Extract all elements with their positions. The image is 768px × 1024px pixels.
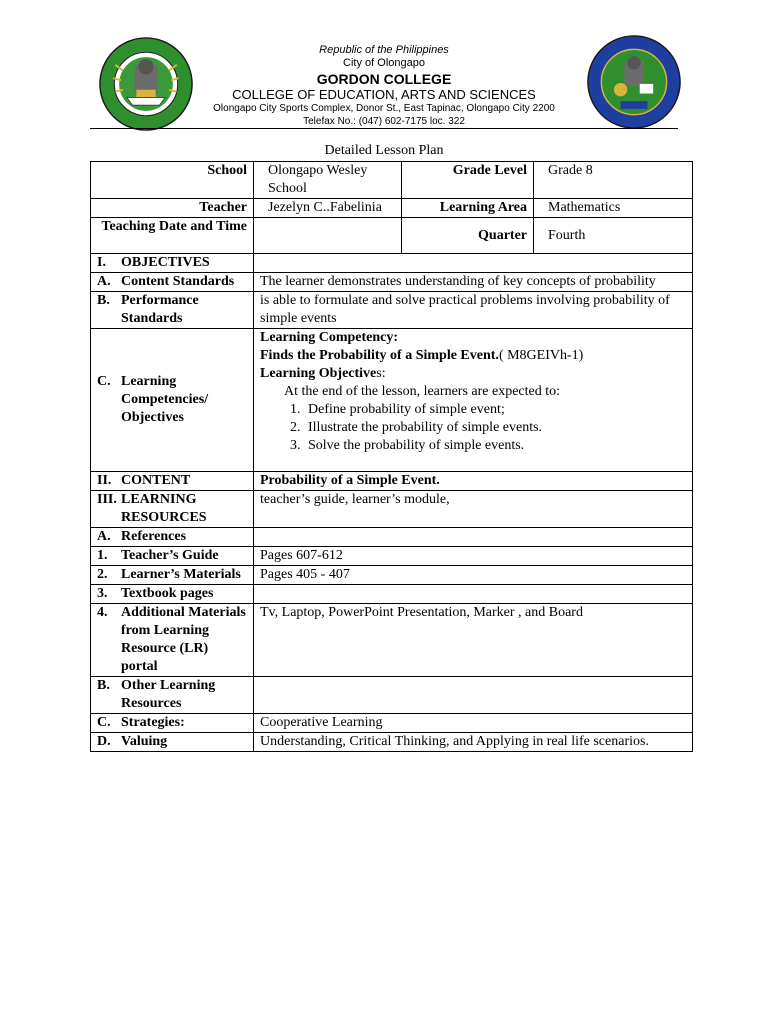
learners-materials-label: Learner’s Materials <box>121 567 241 582</box>
strategies-label: Strategies: <box>121 715 185 730</box>
references-value <box>254 528 693 547</box>
objectives-intro: At the end of the lesson, learners are expected to: <box>284 384 561 399</box>
teacher-value: Jezelyn C..Fabelinia <box>254 199 402 218</box>
additional-value: Tv, Laptop, PowerPoint Presentation, Marker , and Board <box>254 604 693 677</box>
valuing-label: Valuing <box>121 734 168 749</box>
learning-resources-label: LEARNING RESOURCES <box>121 492 207 525</box>
teaching-date-label: Teaching Date and Time <box>91 218 254 254</box>
ceas-seal-icon <box>586 34 682 130</box>
strategies-num: C. <box>97 715 111 730</box>
gordon-college-seal-icon <box>98 36 194 132</box>
strategies-value: Cooperative Learning <box>254 714 693 733</box>
valuing-num: D. <box>97 734 111 749</box>
department-name: COLLEGE OF EDUCATION, ARTS AND SCIENCES <box>232 87 536 102</box>
references-label: References <box>121 529 187 544</box>
learning-area-value: Mathematics <box>534 199 693 218</box>
other-resources-row <box>91 677 693 714</box>
teaching-date-value <box>254 218 402 254</box>
additional-materials-row <box>91 604 693 677</box>
learning-resources-value: teacher’s guide, learner’s module, <box>254 491 693 528</box>
textbook-row <box>91 585 693 604</box>
teachers-guide-label: Teacher’s Guide <box>121 548 219 563</box>
header-divider <box>90 128 678 129</box>
objectives-num: I. <box>97 255 106 270</box>
competencies-row <box>91 329 693 472</box>
competency-heading: Learning Competency: <box>260 330 399 345</box>
content-value: Probability of a Simple Event. <box>254 472 693 491</box>
competencies-label: Learning Competencies/ Objectives <box>121 374 209 425</box>
college-name: GORDON COLLEGE <box>316 71 452 87</box>
grade-level-label: Grade Level <box>402 162 534 199</box>
date-row <box>91 218 693 254</box>
additional-label: Additional Materials from Learning Resource (LR) portal <box>121 605 246 674</box>
content-standards-row <box>91 273 693 292</box>
competencies-num: C. <box>97 374 111 389</box>
textbook-value <box>254 585 693 604</box>
learners-materials-num: 2. <box>97 567 108 582</box>
competencies-value <box>254 329 693 472</box>
quarter-value: Fourth <box>534 218 693 254</box>
valuing-value: Understanding, Critical Thinking, and Applying in real life scenarios. <box>254 733 693 752</box>
content-label: CONTENT <box>121 473 191 488</box>
address-line: Olongapo City Sports Complex, Donor St., East Tapinac, Olongapo City 2200 <box>213 103 555 114</box>
content-row <box>91 472 693 491</box>
additional-num: 4. <box>97 605 108 620</box>
teachers-guide-num: 1. <box>97 548 108 563</box>
quarter-label: Quarter <box>402 218 534 254</box>
grade-level-value: Grade 8 <box>534 162 693 199</box>
competency-code: ( M8GEIVh-1) <box>498 348 584 363</box>
other-resources-value <box>254 677 693 714</box>
references-num: A. <box>97 529 111 544</box>
teacher-label: Teacher <box>91 199 254 218</box>
valuing-row <box>91 733 693 752</box>
teacher-row <box>91 199 693 218</box>
teachers-guide-row <box>91 547 693 566</box>
learning-area-label: Learning Area <box>402 199 534 218</box>
teachers-guide-value: Pages 607-612 <box>254 547 693 566</box>
objectives-label: OBJECTIVES <box>121 255 210 270</box>
learners-materials-row <box>91 566 693 585</box>
performance-standards-label: Performance Standards <box>121 293 199 326</box>
objectives-heading: Learning Objective <box>260 366 377 381</box>
school-label: School <box>91 162 254 199</box>
references-row <box>91 528 693 547</box>
textbook-label: Textbook pages <box>121 586 214 601</box>
learning-resources-num: III. <box>97 492 117 507</box>
objective-item: 2. Illustrate the probability of simple events. <box>304 419 686 437</box>
textbook-num: 3. <box>97 586 108 601</box>
content-num: II. <box>97 473 112 488</box>
school-row <box>91 162 693 199</box>
learning-resources-row <box>91 491 693 528</box>
objective-item: 3. Solve the probability of simple events. <box>304 437 686 455</box>
document-title: Detailed Lesson Plan <box>324 143 444 158</box>
learners-materials-value: Pages 405 - 407 <box>254 566 693 585</box>
competency-title: Finds the Probability of a Simple Event. <box>260 348 499 363</box>
objective-item: 1. Define probability of simple event; <box>304 401 686 419</box>
school-value: Olongapo Wesley School <box>254 162 402 199</box>
city-line: City of Olongapo <box>343 57 425 69</box>
content-standards-label: Content Standards <box>121 274 235 289</box>
republic-line: Republic of the Philippines <box>319 44 449 56</box>
objectives-row <box>91 254 693 273</box>
other-resources-num: B. <box>97 678 110 693</box>
letterhead <box>0 0 768 140</box>
objectives-heading-suffix: s: <box>376 366 386 381</box>
lesson-plan-table <box>90 161 693 752</box>
content-standards-num: A. <box>97 274 111 289</box>
strategies-row <box>91 714 693 733</box>
performance-standards-row <box>91 292 693 329</box>
telefax-line: Telefax No.: (047) 602-7175 loc. 322 <box>303 116 465 127</box>
content-standards-value: The learner demonstrates understanding of key concepts of probability <box>254 273 693 292</box>
objectives-list <box>260 401 686 455</box>
performance-standards-value: is able to formulate and solve practical problems involving probability of simple events <box>254 292 693 329</box>
other-resources-label: Other Learning Resources <box>121 678 216 711</box>
performance-standards-num: B. <box>97 293 110 308</box>
